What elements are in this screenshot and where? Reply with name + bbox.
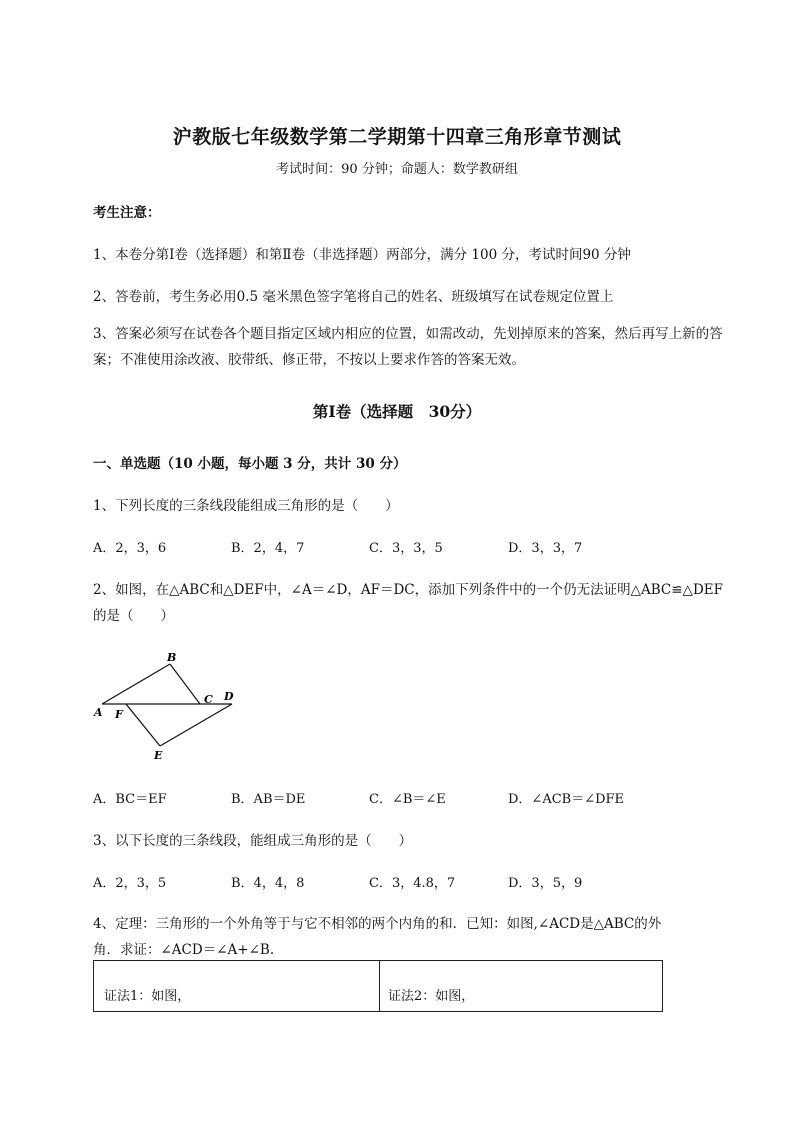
label-f: F: [115, 708, 123, 721]
q2-option-c[interactable]: C．∠B＝∠E: [369, 792, 446, 807]
section-title: 第Ⅰ卷（选择题 30分）: [312, 402, 482, 421]
proof-table: [93, 960, 663, 1012]
label-d: D: [224, 690, 234, 703]
q3-option-a[interactable]: A．2，3，5: [93, 876, 167, 891]
proof-table-divider: [379, 961, 380, 1011]
page-title: 沪教版七年级数学第二学期第十四章三角形章节测试: [172, 126, 622, 148]
q1-option-d[interactable]: D．3，3，7: [508, 541, 583, 556]
notice-title: 考生注意：: [93, 205, 161, 221]
segment-ed: [160, 704, 232, 746]
notice-item-2: 2、答卷前，考生务必用0.5 毫米黑色签字笔将自己的姓名、班级填写在试卷规定位置上: [93, 289, 614, 305]
question-3-stem: 3、以下长度的三条线段，能组成三角形的是（ ）: [93, 833, 413, 849]
q3-option-c[interactable]: C．3，4.8，7: [369, 876, 456, 891]
proof-cell-2: 证法2：如图，: [388, 989, 475, 1004]
q2-option-a[interactable]: A．BC＝EF: [93, 792, 167, 807]
q1-option-a[interactable]: A．2，3，6: [93, 541, 167, 556]
question-4-stem-line2: 角．求证：∠ACD＝∠A+∠B.: [93, 942, 275, 958]
question-4-stem-line1: 4、定理：三角形的一个外角等于与它不相邻的两个内角的和．已知：如图,∠ACD是△ABC的外: [93, 916, 662, 932]
notice-item-1: 1、本卷分第Ⅰ卷（选择题）和第Ⅱ卷（非选择题）两部分，满分 100 分，考试时间90 分钟: [93, 247, 631, 263]
proof-cell-1: 证法1：如图，: [104, 989, 191, 1004]
q3-option-b[interactable]: B．4，4，8: [231, 876, 305, 891]
q2-option-b[interactable]: B．AB＝DE: [231, 792, 306, 807]
page-subtitle: 考试时间：90 分钟；命题人：数学教研组: [276, 162, 518, 177]
segment-ab: [102, 664, 170, 704]
triangle-figure: [90, 646, 250, 768]
q2-option-d[interactable]: D．∠ACB＝∠DFE: [508, 792, 625, 807]
q1-option-b[interactable]: B．2，4，7: [231, 541, 305, 556]
q1-option-c[interactable]: C．3，3，5: [369, 541, 443, 556]
question-2-stem-line1: 2、如图，在△ABC和△DEF中，∠A＝∠D，AF＝DC，添加下列条件中的一个仍无法证明△ABC≌△DEF: [93, 582, 723, 598]
label-b: B: [167, 651, 177, 664]
q3-option-d[interactable]: D．3，5，9: [508, 876, 583, 891]
question-1-stem: 1、下列长度的三条线段能组成三角形的是（ ）: [93, 498, 399, 514]
notice-item-3: 3、答案必须写在试卷各个题目指定区域内相应的位置，如需改动，先划掉原来的答案，然后再写上新的答案；不准使用涂改液、胶带纸、修正带，不按以上要求作答的答案无效。: [93, 326, 723, 368]
question-2-stem-line2: 的是（ ）: [93, 608, 174, 624]
label-e: E: [154, 749, 163, 762]
label-c: C: [204, 693, 213, 706]
label-a: A: [94, 706, 103, 719]
segment-bc: [170, 664, 200, 704]
part-title: 一、单选题（10 小题，每小题 3 分，共计 30 分）: [93, 456, 407, 472]
segment-fe: [126, 704, 160, 746]
